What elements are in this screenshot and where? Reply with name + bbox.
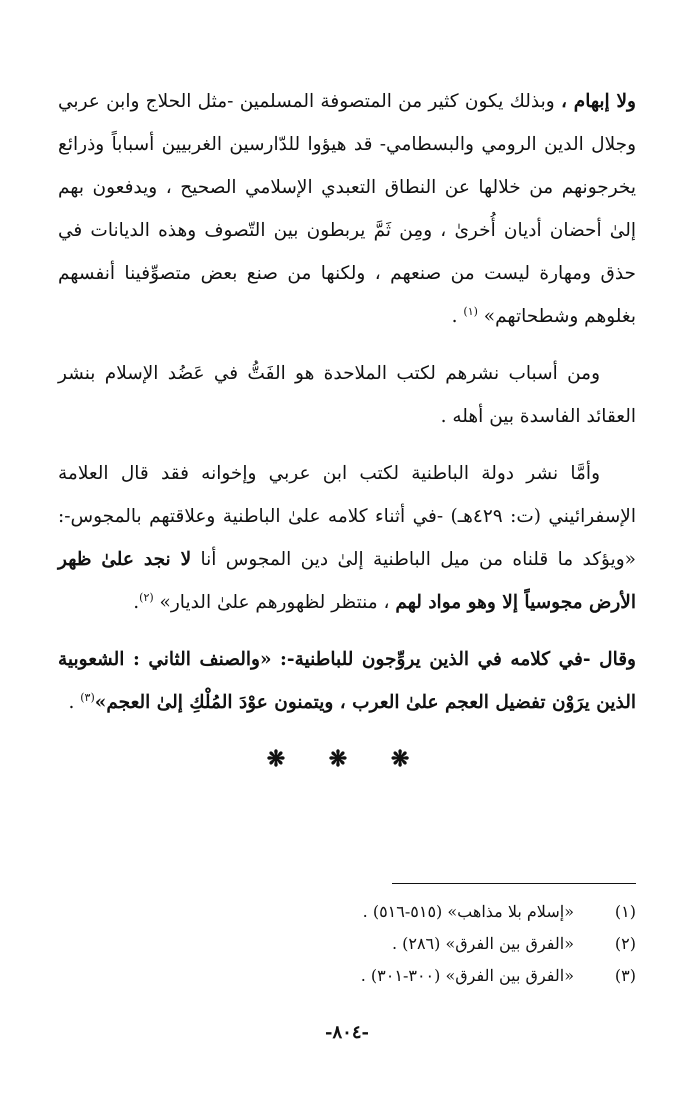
footnote-text: «إسلام بلا مذاهب» (٥١٥-٥١٦) . (362, 902, 574, 921)
footnote-ref-2[interactable]: (٢) (139, 590, 154, 604)
footnote-separator-rule (392, 883, 636, 884)
page-number: -٨٠٤- (325, 1022, 369, 1043)
footnotes-list (150, 896, 636, 992)
paragraph-3-text: وأمَّا نشر دولة الباطنية لكتب ابن عربي وإخوانه فقد قال العلامة الإسفرائيني (ت: ٤٢٩هـ) -في أثناء كلامه علىٰ الباطنية وعلاقتهم بالمجوس-: «ويؤكد ما قلناه من ميل الباطنية إلىٰ دين المجوس أنا (58, 463, 637, 570)
paragraph-1 (58, 80, 636, 338)
footnote-2 (150, 928, 636, 960)
paragraph-3 (58, 452, 636, 624)
footnote-number: (١) (614, 902, 636, 921)
paragraph-2-text: ومن أسباب نشرهم لكتب الملاحدة هو الفَتُّ في عَضُد الإسلام بنشر العقائد الفاسدة بين أهله . (58, 363, 636, 427)
paragraph-3-bold-quote: لا نجد علىٰ ظهر الأرض مجوسياً إلا وهو مواد لهم (58, 549, 636, 613)
footnote-1 (150, 896, 636, 928)
paragraph-1-bold-lead: ولا إبهام ، (560, 91, 636, 112)
footnote-3 (150, 960, 636, 992)
paragraph-4-bold-lead: وقال -في كلامه في الذين يروِّجون للباطنية-: «والصنف الثاني : الشعوبية الذين يرَوْن تفضيل العجم علىٰ العرب ، ويتمنون عوْدَ المُلْكِ إلىٰ العجم» (58, 649, 636, 713)
paragraph-2 (58, 352, 636, 438)
paragraph-4 (58, 638, 636, 724)
footnote-number: (٢) (614, 934, 636, 953)
paragraph-3-text-after: ، منتظر لظهورهم علىٰ الديار» (153, 592, 396, 613)
main-text (58, 80, 636, 738)
footnote-ref-1[interactable]: (١) (463, 304, 478, 318)
section-divider-stars: ❋ ❋ ❋ (266, 746, 428, 772)
footnote-ref-3[interactable]: (٣) (80, 690, 95, 704)
paragraph-3-tail: . (133, 592, 140, 613)
footnote-text: «الفرق بين الفرق» (٢٨٦) . (391, 934, 574, 953)
footnote-text: «الفرق بين الفرق» (٣٠٠-٣٠١) . (360, 966, 574, 985)
paragraph-4-tail: . (68, 692, 81, 713)
paragraph-1-tail: . (451, 306, 464, 327)
paragraph-1-text: وبذلك يكون كثير من المتصوفة المسلمين -مثل الحلاج وابن عربي وجلال الدين الرومي والبسطامي- قد هيؤوا للدّارسين الغربيين أسباباً وذرائع يخرجونهم من خلالها عن النطاق التعبدي الإسلامي الصحيح ، ويدفعون بهم إلىٰ أحضان أديان أُخرىٰ ، ومِن ثَمَّ يربطون بين التّصوف وهذه الديانات في حذق ومهارة ليست من صنعهم ، ولكنها من صنع بعض متصوِّفينا أنفسهم بغلوهم وشطحاتهم» (58, 91, 636, 327)
footnote-number: (٣) (614, 966, 636, 985)
